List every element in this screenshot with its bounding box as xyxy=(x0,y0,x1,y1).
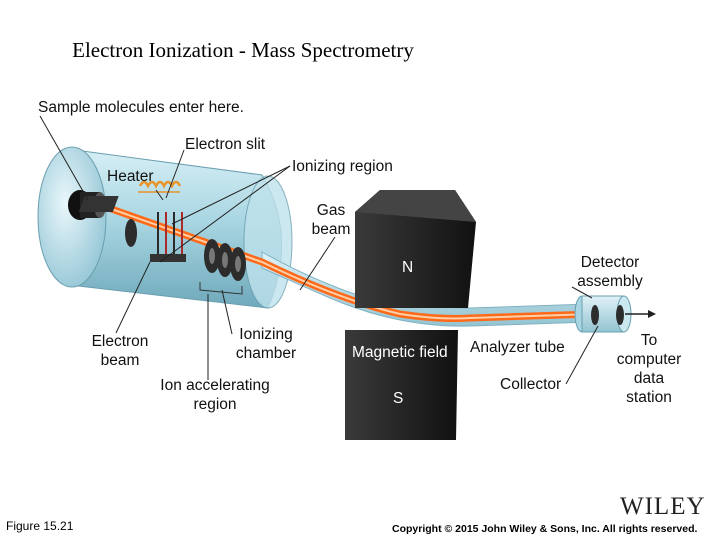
figure-number: Figure 15.21 xyxy=(6,519,74,533)
label-detector-line2: assembly xyxy=(577,273,643,290)
output-arrow xyxy=(648,310,656,318)
label-to-computer xyxy=(610,331,688,407)
label-gas-beam xyxy=(306,201,356,239)
label-south-pole: S xyxy=(393,390,404,407)
label-gas-beam-line1: Gas xyxy=(316,202,346,219)
label-north-pole: N xyxy=(402,259,414,276)
label-electron-beam-line2: beam xyxy=(100,352,140,369)
repeller-plate xyxy=(125,219,137,247)
label-ionizing-chamber xyxy=(226,325,306,363)
label-electron-beam xyxy=(82,332,158,370)
label-magnetic-field: Magnetic field xyxy=(352,344,448,361)
label-gas-beam-line2: beam xyxy=(311,221,351,238)
label-sample-inlet: Sample molecules enter here. xyxy=(38,99,244,116)
label-ion-accel-line1: Ion accelerating xyxy=(160,377,270,394)
label-to-computer-line2: computer xyxy=(616,351,682,368)
label-electron-beam-line1: Electron xyxy=(91,333,149,350)
detector-assembly xyxy=(575,296,631,332)
label-heater: Heater xyxy=(107,168,154,185)
label-ionizing-region: Ionizing region xyxy=(292,158,393,175)
label-detector-line1: Detector xyxy=(580,254,640,271)
label-collector: Collector xyxy=(500,376,562,393)
copyright-notice: Copyright © 2015 John Wiley & Sons, Inc. All rights reserved. xyxy=(392,523,698,535)
label-ionizing-chamber-line1: Ionizing xyxy=(239,326,293,343)
label-ion-accelerating-region xyxy=(150,376,280,414)
wiley-logo: WILEY xyxy=(620,493,706,520)
label-to-computer-line4: station xyxy=(626,389,672,406)
label-to-computer-line3: data xyxy=(633,370,665,387)
label-to-computer-line1: To xyxy=(640,332,658,349)
label-detector-assembly xyxy=(568,253,652,291)
magnet-north xyxy=(355,190,476,308)
label-ionizing-chamber-line2: chamber xyxy=(235,345,297,362)
label-ion-accel-line2: region xyxy=(193,396,237,413)
slide-title: Electron Ionization - Mass Spectrometry xyxy=(72,38,414,62)
label-analyzer-tube: Analyzer tube xyxy=(470,339,565,356)
label-electron-slit: Electron slit xyxy=(185,136,266,153)
